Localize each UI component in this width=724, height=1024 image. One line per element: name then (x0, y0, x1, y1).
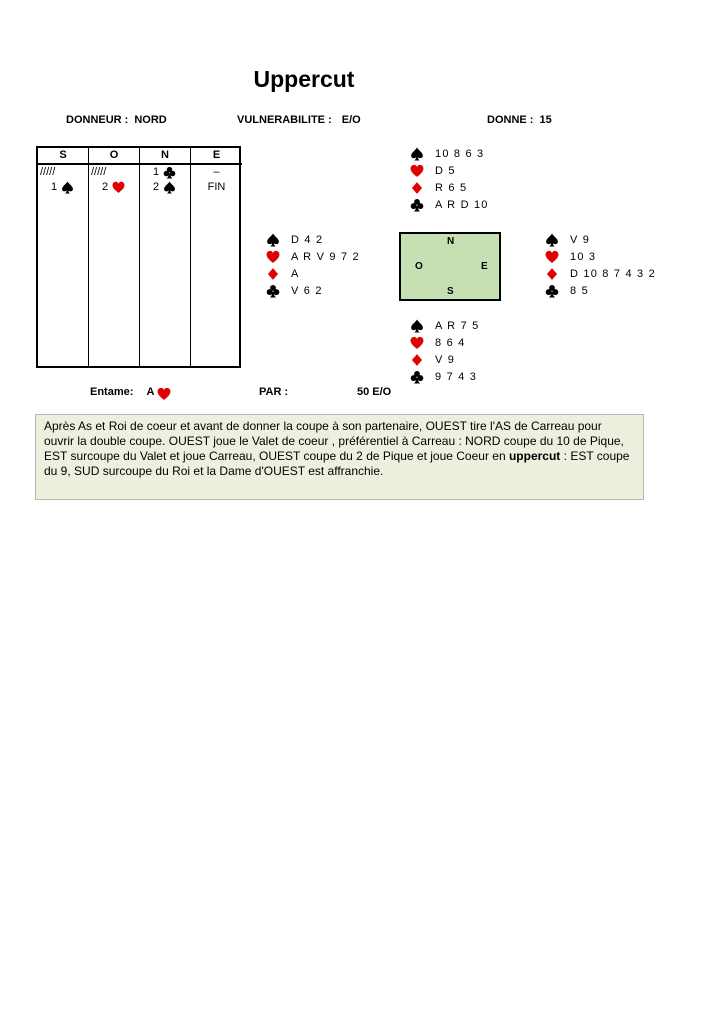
cards: D 10 8 7 4 3 2 (570, 268, 656, 280)
bid-level: 1 (51, 181, 58, 193)
bid-pass-marker: ///// (40, 166, 56, 178)
club-icon (410, 370, 424, 384)
deal-label: DONNE : (487, 114, 534, 126)
bidding-table (36, 146, 241, 368)
bid-cell (89, 180, 139, 195)
commentary-emphasis: uppercut (508, 449, 561, 463)
club-icon (410, 198, 424, 212)
bid-level: 1 (153, 166, 160, 178)
compass-west: O (415, 261, 423, 272)
bid-level: 2 (102, 181, 109, 193)
heart-icon (410, 336, 424, 350)
bid-header-east: E (191, 148, 242, 165)
dealer-value: NORD (134, 114, 167, 126)
compass-north: N (447, 236, 455, 247)
spade-icon (61, 181, 74, 194)
cards: A R D 10 (435, 199, 489, 211)
bid-header-west: O (89, 148, 139, 165)
cards: A R 7 5 (435, 320, 480, 332)
heart-icon (545, 250, 559, 264)
bid-pass-marker: ///// (91, 166, 107, 178)
bid-header-south: S (38, 148, 88, 165)
par-label: PAR : (259, 386, 289, 398)
page-title: Uppercut (253, 66, 355, 92)
cards: A R V 9 7 2 (291, 251, 360, 263)
club-icon (266, 284, 280, 298)
diamond-icon (545, 267, 559, 281)
bid-column-west (89, 148, 140, 366)
bid-column-east (191, 148, 242, 366)
spade-icon (410, 319, 424, 333)
spade-icon (266, 233, 280, 247)
cards: 10 3 (570, 251, 597, 263)
commentary-box (35, 414, 644, 500)
diamond-icon (266, 267, 280, 281)
bid-cell (38, 180, 88, 195)
cards: A (291, 268, 300, 280)
bid-column-south (38, 148, 89, 366)
lead-info (90, 386, 154, 398)
dealer-info (66, 114, 167, 126)
bid-column-north (140, 148, 191, 366)
cards: D 4 2 (291, 234, 324, 246)
cards: 9 7 4 3 (435, 371, 478, 383)
cards: V 6 2 (291, 285, 323, 297)
vulnerability-info (237, 114, 361, 126)
vulnerability-value: E/O (341, 114, 361, 126)
diamond-icon (410, 181, 424, 195)
lead-label: Entame: (90, 386, 134, 398)
spade-icon (163, 181, 176, 194)
commentary-text: Après As et Roi de coeur et avant de donner la coupe à son partenaire, OUEST tire l'AS de Carreau pour ouvrir la double coupe. OUEST joue le Valet de coeur , préférentiel à Carreau : NORD coupe du 10 de Pique, EST surcoupe du Valet et joue Carreau, OUEST coupe du 2 de Pique et joue Coeur en (44, 419, 624, 463)
par-value: 50 E/O (357, 386, 392, 398)
cards: 8 6 4 (435, 337, 466, 349)
deal-value: 15 (539, 114, 552, 126)
compass-east: E (481, 261, 488, 272)
heart-icon (266, 250, 280, 264)
compass-table (399, 232, 501, 301)
spade-icon (545, 233, 559, 247)
bid-cell (140, 180, 190, 195)
deal-number-info (487, 114, 552, 126)
commentary-text-end: : EST coupe du 9, SUD surcoupe du Roi et la Dame d'OUEST est affranchie. (44, 449, 630, 478)
heart-icon (112, 181, 125, 194)
cards: V 9 (570, 234, 591, 246)
heart-icon (157, 387, 171, 401)
spade-icon (410, 147, 424, 161)
bid-cell (89, 165, 139, 180)
diamond-icon (410, 353, 424, 367)
club-icon (163, 166, 176, 179)
cards: R 6 5 (435, 182, 468, 194)
compass-south: S (447, 286, 454, 297)
lead-value: A (146, 386, 155, 398)
cards: 8 5 (570, 285, 589, 297)
cards: V 9 (435, 354, 456, 366)
bid-cell: FIN (207, 181, 226, 193)
bid-level: 2 (153, 181, 160, 193)
club-icon (545, 284, 559, 298)
heart-icon (410, 164, 424, 178)
bid-cell (38, 165, 88, 180)
cards: D 5 (435, 165, 456, 177)
cards: 10 8 6 3 (435, 148, 485, 160)
bid-cell: – (213, 166, 220, 178)
vulnerability-label: VULNERABILITE : (237, 114, 332, 126)
dealer-label: DONNEUR : (66, 114, 129, 126)
bid-header-north: N (140, 148, 190, 165)
bid-cell (140, 165, 190, 180)
